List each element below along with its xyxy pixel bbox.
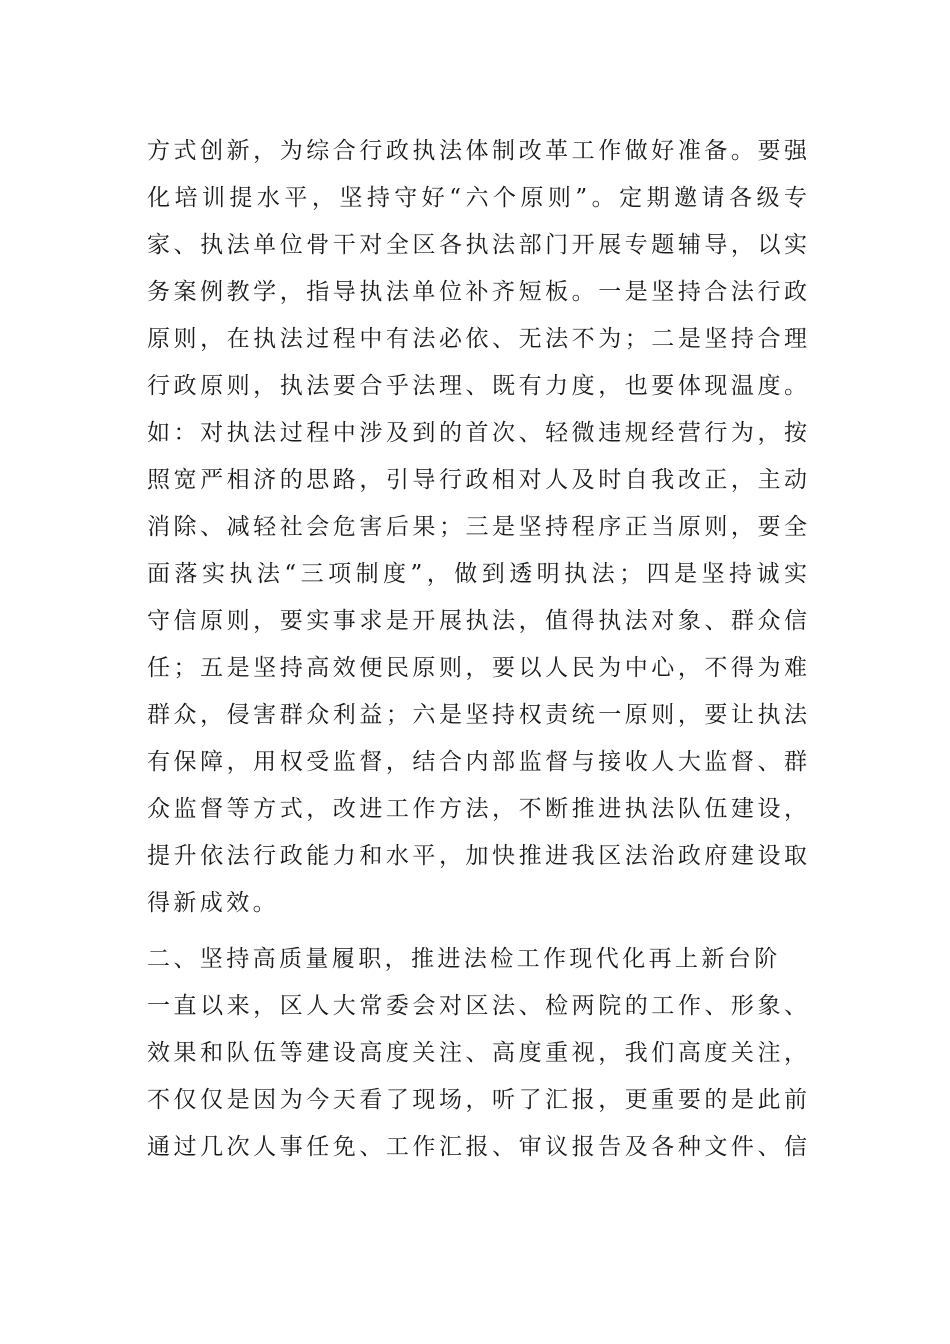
paragraph-line: 方式创新，为综合行政执法体制改革工作做好准备。要强 — [147, 138, 807, 164]
paragraph-line: 不仅仅是因为今天看了现场，听了汇报，更重要的是此前 — [147, 1087, 807, 1113]
paragraph-line: 提升依法行政能力和水平，加快推进我区法治政府建设取 — [147, 843, 807, 869]
paragraph-line: 家、执法单位骨干对全区各执法部门开展专题辅导，以实 — [147, 232, 807, 258]
section-heading: 二、坚持高质量履职，推进法检工作现代化再上新台阶 — [147, 946, 781, 972]
paragraph-line: 效果和队伍等建设高度关注、高度重视，我们高度关注， — [147, 1040, 807, 1066]
paragraph-line: 照宽严相济的思路，引导行政相对人及时自我改正，主动 — [147, 467, 807, 493]
paragraph-line: 原则，在执法过程中有法必依、无法不为；二是坚持合理 — [147, 326, 807, 352]
paragraph-line: 得新成效。 — [147, 890, 279, 916]
paragraph-line: 通过几次人事任免、工作汇报、审议报告及各种文件、信 — [147, 1134, 807, 1160]
paragraph-line: 任；五是坚持高效便民原则，要以人民为中心，不得为难 — [147, 655, 807, 681]
document-body — [147, 128, 807, 1171]
paragraph-line: 化培训提水平，坚持守好“六个原则”。定期邀请各级专 — [147, 185, 807, 211]
paragraph-line: 如：对执法过程中涉及到的首次、轻微违规经营行为，按 — [147, 420, 807, 446]
paragraph-line: 众监督等方式，改进工作方法，不断推进执法队伍建设， — [147, 796, 807, 822]
paragraph-1 — [147, 128, 807, 927]
paragraph-line: 守信原则，要实事求是开展执法，值得执法对象、群众信 — [147, 608, 807, 634]
paragraph-line: 行政原则，执法要合乎法理、既有力度，也要体现温度。 — [147, 373, 807, 399]
paragraph-line: 有保障，用权受监督，结合内部监督与接收人大监督、群 — [147, 749, 807, 775]
paragraph-line: 群众，侵害群众利益；六是坚持权责统一原则，要让执法 — [147, 702, 807, 728]
paragraph-line: 面落实执法“三项制度”，做到透明执法；四是坚持诚实 — [147, 561, 807, 587]
paragraph-line: 消除、减轻社会危害后果；三是坚持程序正当原则，要全 — [147, 514, 807, 540]
paragraph-line: 一直以来，区人大常委会对区法、检两院的工作、形象、 — [147, 993, 807, 1019]
paragraph-line: 务案例教学，指导执法单位补齐短板。一是坚持合法行政 — [147, 279, 807, 305]
paragraph-2 — [147, 983, 807, 1171]
